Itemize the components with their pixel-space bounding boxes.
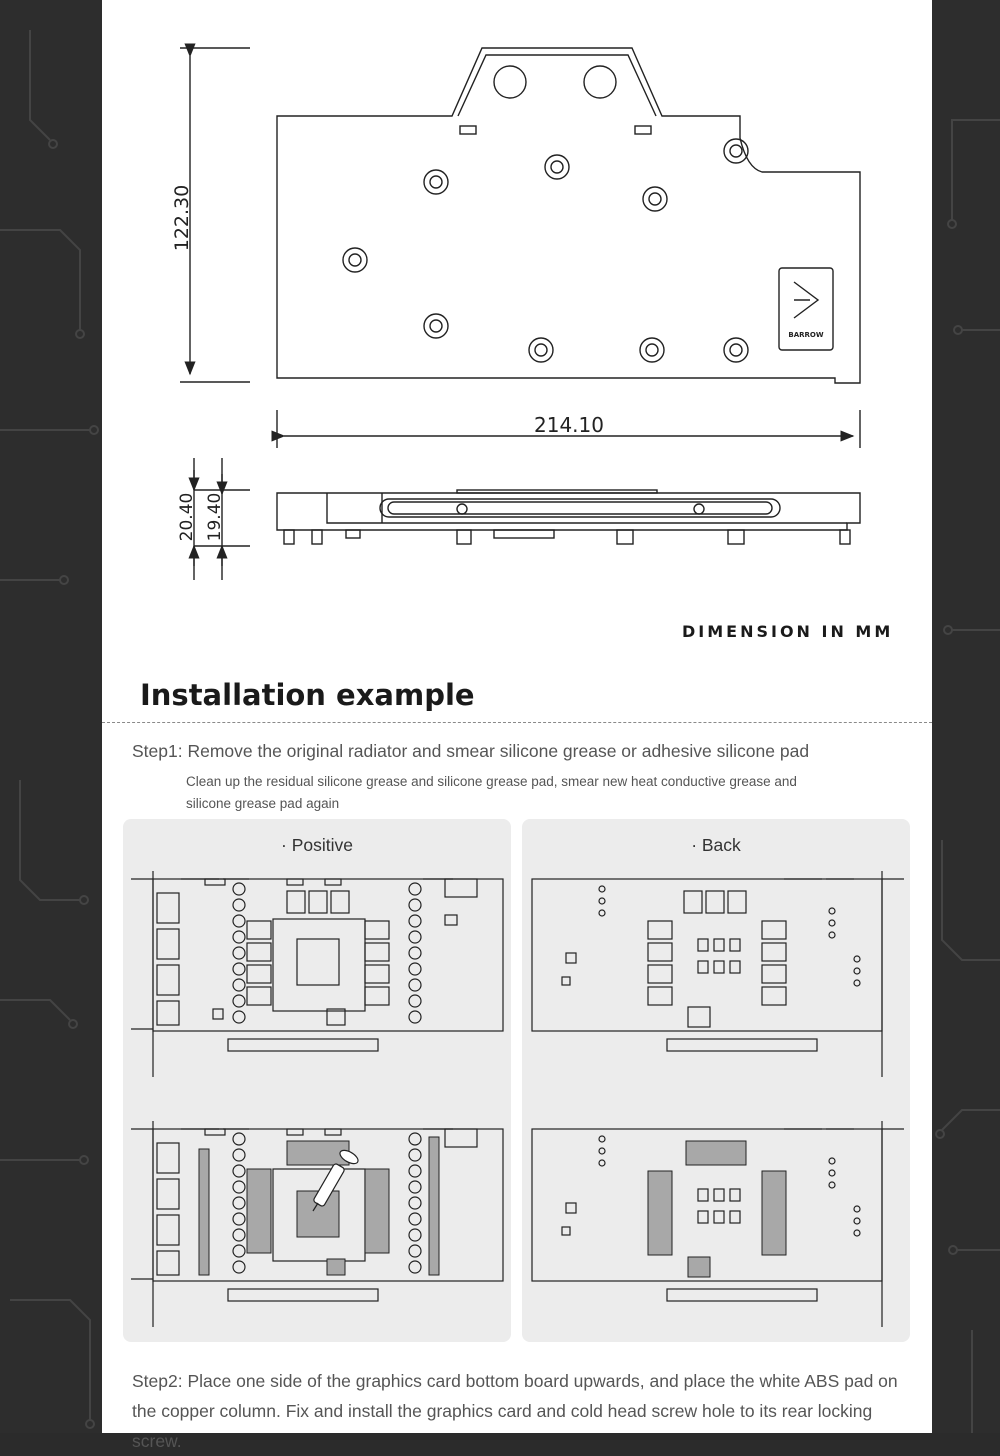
step1-text: Step1: Remove the original radiator and smear silicone grease or adhesive silicone pad — [132, 741, 810, 761]
width-label: 214.10 — [534, 413, 604, 437]
step1-description: Clean up the residual silicone grease and silicone grease pad, smear new heat conductive grease and silicone grease pad again — [186, 774, 797, 811]
back-board-original — [532, 871, 904, 1077]
dimension-drawing — [102, 0, 932, 610]
inlet-port — [494, 66, 526, 98]
product-page — [102, 0, 932, 1451]
dimension-caption: DIMENSION IN MM — [682, 622, 894, 641]
section-divider — [102, 722, 932, 723]
step2-text: Step2: Place one side of the graphics card bottom board upwards, and place the white ABS pad on the copper column. Fix and install the graphics card and cold head screw hole to its rear locking screw. — [132, 1371, 898, 1451]
brand-label: BARROW — [788, 331, 824, 339]
circuit-pattern-left — [0, 0, 102, 1433]
positive-board-original — [131, 871, 503, 1077]
thermal-pads-positive — [199, 1137, 439, 1275]
positive-board-diagrams — [123, 819, 511, 1342]
screw-holes — [343, 139, 748, 362]
back-panel — [522, 819, 910, 1342]
height-label: 122.30 — [171, 184, 193, 252]
block-top-view — [277, 48, 860, 383]
positive-panel — [123, 819, 511, 1342]
left-decorative-margin — [0, 0, 102, 1433]
thermal-pads-back — [648, 1141, 786, 1277]
right-decorative-margin — [932, 0, 1000, 1433]
positive-label: · Positive — [281, 835, 353, 855]
thickness-outer-label: 20.40 — [177, 492, 197, 542]
circuit-pattern-right — [932, 0, 1000, 1433]
thickness-inner-label: 19.40 — [205, 492, 225, 542]
installation-title: Installation example — [140, 678, 475, 712]
back-board-diagrams — [522, 819, 910, 1342]
outlet-port — [584, 66, 616, 98]
back-label: · Back — [691, 835, 741, 855]
